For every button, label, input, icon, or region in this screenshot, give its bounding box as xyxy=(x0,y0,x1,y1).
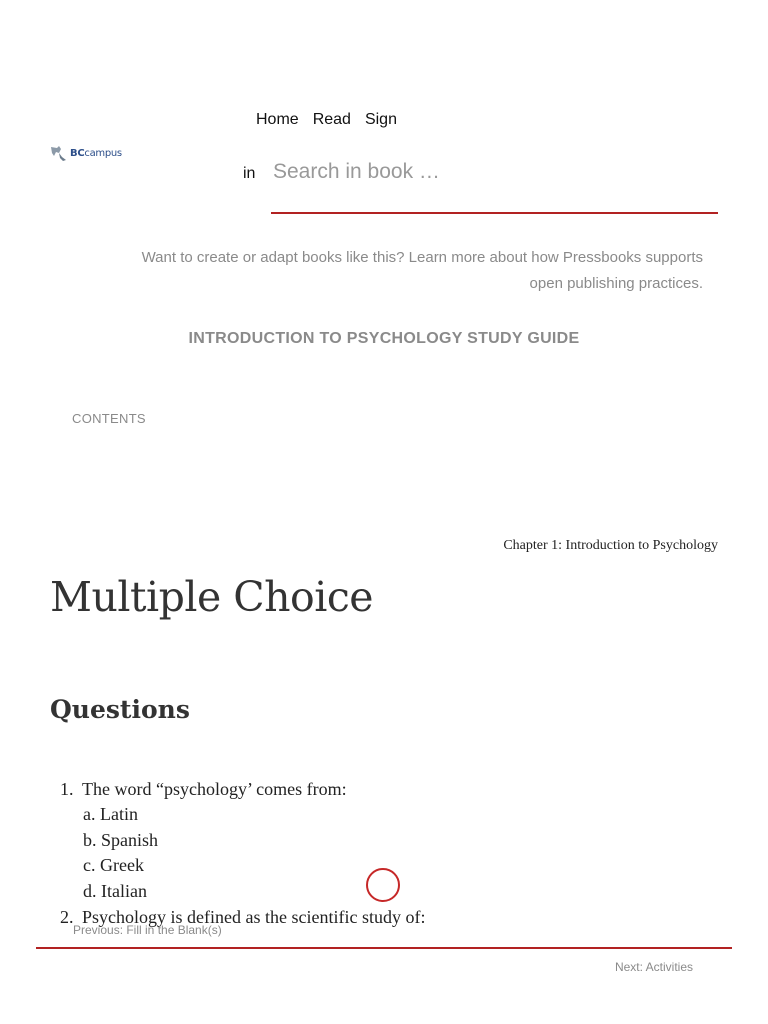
contents-toggle[interactable]: CONTENTS xyxy=(72,411,146,426)
search-input[interactable] xyxy=(271,152,715,192)
answer-option: c. Greek xyxy=(83,855,144,875)
primary-nav xyxy=(256,111,397,129)
nav-read-link[interactable]: Read xyxy=(312,111,351,128)
nav-home-link[interactable]: Home xyxy=(256,111,299,128)
book-title[interactable]: INTRODUCTION TO PSYCHOLOGY STUDY GUIDE xyxy=(188,330,580,347)
chapter-label: Chapter 1: Introduction to Psychology xyxy=(503,538,718,553)
footer-divider xyxy=(36,947,732,949)
bccampus-logo-icon xyxy=(50,144,68,162)
cursor-indicator xyxy=(366,868,400,902)
pressbooks-promo xyxy=(60,245,703,297)
answer-option: a. Latin xyxy=(83,804,138,824)
question-item xyxy=(60,776,720,802)
nav-sign-in-link-continued[interactable]: in xyxy=(243,165,256,182)
previous-page-link[interactable]: Previous: Fill in the Blank(s) xyxy=(73,923,222,937)
bccampus-logo[interactable] xyxy=(50,144,122,162)
search-box xyxy=(271,152,718,214)
question-text: Psychology is defined as the scientific study of: xyxy=(82,907,426,927)
answer-option: b. Spanish xyxy=(83,829,159,850)
logo-text: BCcampus xyxy=(70,147,122,159)
question-number: 1. xyxy=(60,779,74,799)
question-number: 2. xyxy=(60,907,74,927)
next-page-link[interactable]: Next: Activities xyxy=(614,960,693,974)
nav-sign-in-link[interactable]: Sign xyxy=(364,111,397,128)
promo-line-1[interactable]: Want to create or adapt books like this? Learn more about how Pressbooks supports xyxy=(141,249,703,266)
page-title: Multiple Choice xyxy=(50,573,374,621)
answer-option: d. Italian xyxy=(83,880,147,901)
promo-line-2[interactable]: open publishing practices. xyxy=(529,275,703,292)
question-text: The word “psychology’ comes from: xyxy=(82,779,347,799)
section-heading: Questions xyxy=(50,695,190,724)
